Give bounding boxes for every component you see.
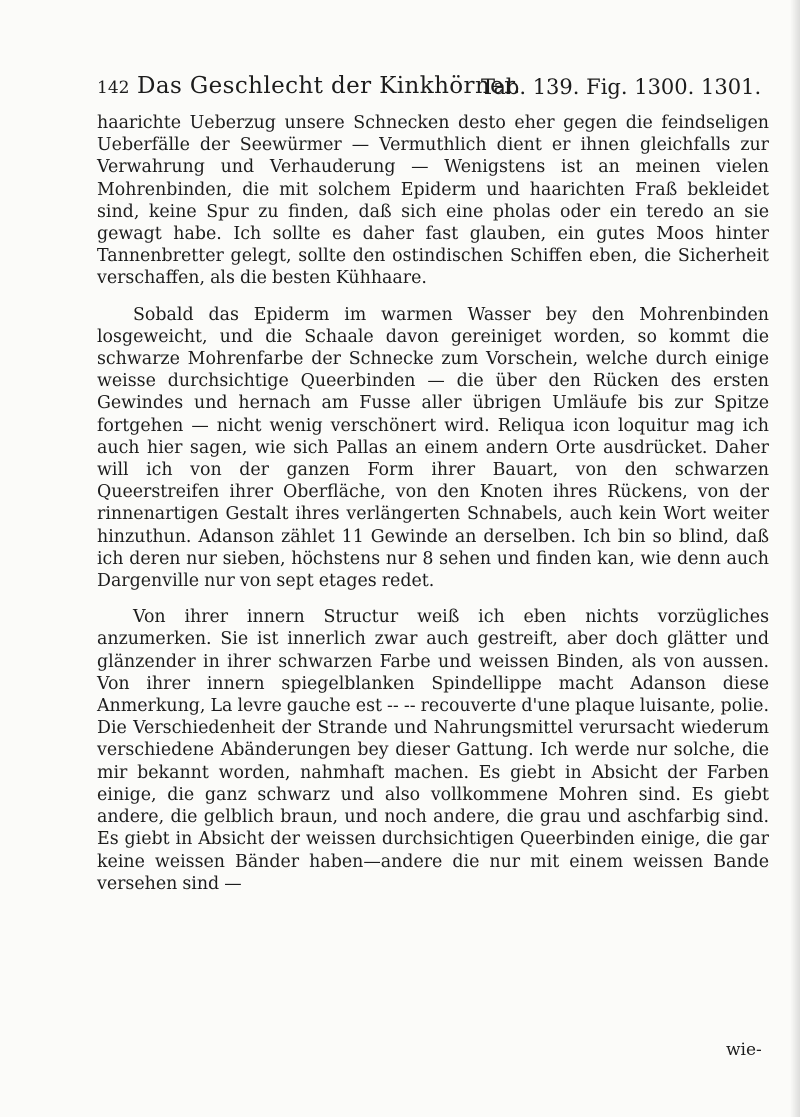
plate-reference: Tab. 139. Fig. 1300. 1301.	[481, 75, 762, 99]
page-number: 142	[97, 78, 130, 98]
body-text	[97, 112, 769, 895]
paragraph-2: Sobald das Epiderm im warmen Wasser bey den Mohrenbinden losgeweicht, und die Schaale davon gereiniget worden, so kommt die schwarze Mohrenfarbe der Schnecke zum Vorschein, welche durch einige weisse durchsichtige Queerbinden — die über den Rücken des ersten Gewindes und hernach am Fusse aller übrigen Umläufe bis zur Spitze fortgehen — nicht wenig verschönert wird. Reliqua icon loquitur mag ich auch hier sagen, wie sich Pallas an einem andern Orte ausdrücket. Daher will ich von der ganzen Form ihrer Bauart, von den schwarzen Queerstreifen ihrer Oberfläche, von den Knoten ihres Rückens, von der rinnenartigen Gestalt ihres verlängerten Schnabels, auch kein Wort weiter hinzuthun. Adanson zählet 11 Gewinde an derselben. Ich bin so blind, daß ich deren nur sieben, höchstens nur 8 sehen und finden kan, wie denn auch Dargenville nur von sept etages redet.	[97, 304, 769, 592]
page-header	[97, 70, 762, 106]
paragraph-1: haarichte Ueberzug unsere Schnecken desto eher gegen die feindseligen Ueberfälle der Seewürmer — Vermuthlich dient er ihnen gleichfalls zur Verwahrung und Verhauderung — Wenigstens ist an meinen vielen Mohrenbinden, die mit solchem Epiderm und haarichten Fraß bekleidet sind, keine Spur zu finden, daß sich eine pholas oder ein teredo an sie gewagt habe. Ich sollte es daher fast glauben, ein gutes Moos hinter Tannenbretter gelegt, sollte den ostindischen Schiffen eben, die Sicherheit verschaffen, als die besten Kühhaare.	[97, 113, 769, 289]
running-title: Das Geschlecht der Kinkhörner.	[137, 73, 521, 99]
catchword: wie-	[726, 1040, 762, 1060]
paragraph-3: Von ihrer innern Structur weiß ich eben nichts vorzügliches anzumerken. Sie ist innerlich zwar auch gestreift, aber doch glätter und glänzender in ihrer schwarzen Farbe und weissen Binden, als von aussen. Von ihrer innern spiegelblanken Spindellippe macht Adanson diese Anmerkung, La levre gauche est -- -- recouverte d'une plaque luisante, polie. Die Verschiedenheit der Strande und Nahrungsmittel verursacht wiederum verschiedene Abänderungen bey dieser Gattung. Ich werde nur solche, die mir bekannt worden, nahmhaft machen. Es giebt in Absicht der Farben einige, die ganz schwarz und also vollkommene Mohren sind. Es giebt andere, die gelblich braun, und noch andere, die grau und aschfarbig sind. Es giebt in Absicht der weissen durchsichtigen Queerbinden einige, die gar keine weissen Bänder haben—andere die nur mit einem weissen Bande versehen sind —	[97, 607, 769, 894]
